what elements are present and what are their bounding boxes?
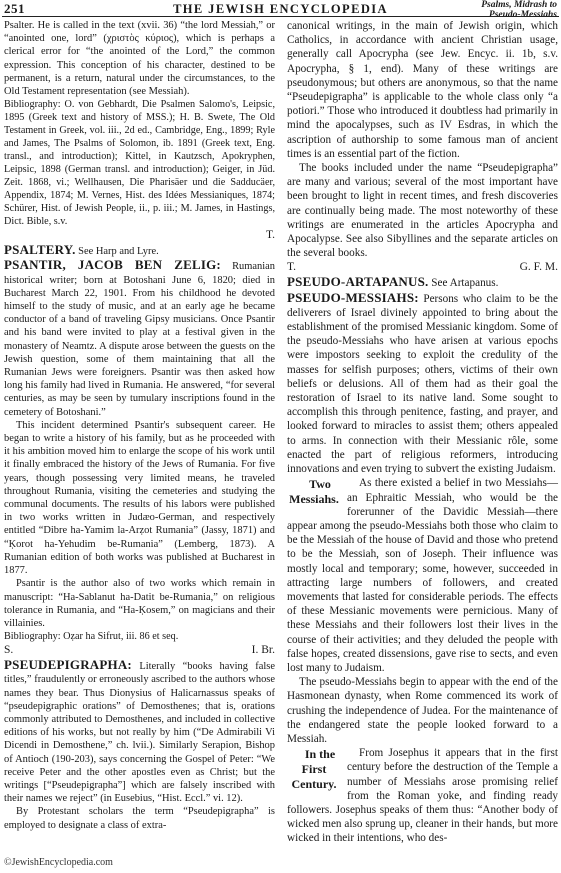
pseudepigrapha-entry [4, 658, 275, 805]
sidenote-two-messiahs: Two Messiahs. [289, 477, 339, 507]
running-head-line-2: Pseudo-Messiahs [488, 10, 557, 20]
page-header [0, 0, 561, 20]
messiahs-entry [287, 291, 558, 477]
psaltery-headword: PSALTERY. [4, 242, 76, 258]
artapanus-entry [287, 275, 558, 290]
pseudepigrapha-text-1: Literally “books having false titles,” fraudulently or erroneously ascribed to the authors whose names they bear. Thus Dionysius of Halicarnassus speaks of “pseudepigraphic orations” of Demosthenes; that is, orations commonly attributed to Demosthenes, and included in collective editions of his works, but not really by him (“De Admirabili Vi Dicendi in Demosthene,” ch. lvii.). Similarly Serapion, Bishop of Antioch (190-203), says concerning the Gospel of Peter: “We receive Peter and the other apostles even as Christ; but the writings [“Pseudepigrapha”] which are falsely inscribed with their names we reject” (in Eusebius, “Hist. Eccl.” vi. 12). [4, 661, 275, 805]
psalms-bibliography: Bibliography: O. von Gebhardt, Die Psalmen Salomo's, Leipsic, 1895 (Greek text and history of MSS.); H. B. Swete, The Old Testament in Greek, vol. iii., 2d ed., Cambridge, Eng., 1899; Ryle and James, The Psalms of Solomon, ib. 1891 (Greek text, Eng. transl., and introduction); Kittel, in Kautzsch, Apokryphen, Leipsic, 1898 (German transl. and introduction); Geiger, in Jüd. Zeit. 1868, vi.; Wellhausen, Die Pharisäer und die Sadducäer, Appendix, 1874; M. Vernes, Hist. des Idées Messianiques, 1874; Schürer, Hist. of Jewish People, ii., p. iii.; M. James, in Hastings, Dict. Bible, s.v. [4, 99, 275, 228]
psantir-entry [4, 258, 275, 418]
messiahs-paragraph-2: Two Messiahs. As there existed a belief in two Messiahs—an Ephraitic Messiah, who would be the forerunner of the Davidic Messiah—there appear among the pseudo-Messiahs both those who claim to be the Messiah of the house of David and those who pretend to be the Messiah, son of Joseph. Their influence was mostly local and temporary; some, however, succeeded in attracting large numbers of followers, and created movements that lasted for considerable periods. The effects of these Messianic movements were pernicious. Many of these Messiahs and their followers lost their lives in the course of their activities; and they deluded the people with false hopes, created dissensions, gave rise to sects, and even lost many to Judaism. [287, 477, 558, 674]
page-number: 251 [4, 1, 25, 16]
messiahs-headword: PSEUDO-MESSIAHS: [287, 289, 419, 305]
pseudepigrapha-signature: T. G. F. M. [287, 261, 558, 274]
psantir-paragraph-2: This incident determined Psantir's subsequent career. He began to write a history of his family, but as he proceeded with it his ambition moved him to enlarge the scope of his work until it finally embraced the history of the Jews of Rumania. For five years, though possessing very limited means, he traveled throughout Rumania, visiting the cemeteries and studying the communal documents. The results of his labors were published in two works written in Judæo-German, and respectively entitled “Dibre ha-Yamim la-Arẓot Rumania” (Jassy, 1871) and “Ḳorot ha-Yehudim be-Rumania” (Lemberg, 1873). A Rumanian edition of both works was published at Bucharest in 1877. [4, 419, 275, 577]
psantir-bibliography: Bibliography: Oẓar ha Sifrut, iii. 86 et seq. [4, 631, 179, 643]
psantir-signature: S. I. Br. [4, 644, 275, 657]
psantir-paragraph-3: Psantir is the author also of two works which remain in manuscript: “Ha-Sablanut ha-Datit be-Rumania,” on religious tolerance in Rumania, and “Ha-Ḳosem,” on magicians and their villainies. [4, 578, 275, 629]
messiahs-paragraph-4: In the First Century. From Josephus it appears that in the first century before the destruction of the Temple a number of Messiahs arose promising relief from the Roman yoke, and finding ready followers. Josephus speaks of them thus: “Another body of wicked men also sprung up, cleaner in their hands, but more wicked in their intentions, who des- [287, 747, 558, 845]
pseudepigrapha-continued: canonical writings, in the main of Jewish origin, which Catholics, in accordance with ancient Christian usage, generally call Apocrypha (see Jew. Encyc. ii. 1b, s.v. Apocrypha, § 1, end). Many of these writings are pseudonymous; but others are anonymous, so that the name “Pseudepigrapha” is applicable to the whole class only “a potiori.” Those who introduced it doubtless had primarily in mind the apocalypses, such as IV Esdras, in which the ascription of authorship to some famous man of ancient times is an essential part of the fiction. [287, 20, 558, 160]
messiahs-paragraph-3: The pseudo-Messiahs begin to appear with the end of the Hasmonean dynasty, when Rome commenced its work of crushing the independence of Judea. For the maintenance of the endangered state the people looked forward to a Messiah. [287, 676, 558, 745]
psantir-headword: PSANTIR, JACOB BEN ZELIG: [4, 257, 221, 273]
pseudepigrapha-paragraph-2: By Protestant scholars the term “Pseudepigrapha” is employed to designate a class of extra- [4, 806, 275, 831]
pseudepigrapha-paragraph-3: The books included under the name “Pseudepigrapha” are many and various; several of the most important have been brought to light in recent times, and fresh discoveries are continually being made. The most noteworthy of these writings are enumerated in the articles Apocrypha and Apocalypse. See also Sibyllines and the separate articles on the several books. [287, 162, 558, 260]
psaltery-text: See Harp and Lyre. [78, 246, 159, 258]
artapanus-text: See Artapanus. [431, 277, 499, 290]
running-head-line-1: Psalms, Midrash to [481, 0, 557, 10]
copyright-footer: ©JewishEncyclopedia.com [4, 857, 113, 868]
sidenote-first-century: In the First Century. [291, 747, 337, 792]
right-column [287, 19, 558, 846]
psantir-text-1: Rumanian historical writer; born at Botoshani June 6, 1820; died in Bucharest March 22, 1901. From his childhood he devoted himself to the study of music, and at an early age he became conductor of a band of traveling Gipsy musicians. Once Psantir and his band were invited to play at a festival given in the monastery of Neamtz. A dispute arose between the guests on the Jewish question, some of them maintaining that all the Rumanian Jews were foreigners. Psantir was then asked how long his family had lived in Rumania. He answered, “for several centuries, as may be seen by tumulary inscriptions found in the cemetery of Botoshani.” [4, 261, 275, 418]
artapanus-headword: PSEUDO-ARTAPANUS. [287, 274, 429, 290]
pseudepigrapha-headword: PSEUDEPIGRAPHA: [4, 657, 132, 673]
header-rule [2, 16, 559, 17]
psaltery-entry [4, 243, 275, 258]
left-column [4, 19, 275, 832]
psalms-signature: T. [265, 229, 275, 242]
running-head [481, 0, 557, 20]
psalms-paragraph: Psalter. He is called in the text (xvii. 36) “the lord Messiah,” or “anointed one, lord” (χριστὸς κύριος), which is perhaps a clerical error for “the anointed of the Lord,” the common expression. This conception of his character, destined to be permanent, is a return, natural under the circumstances, to the Old Testament representation (see Messiah). [4, 20, 275, 98]
messiahs-text-1: Persons who claim to be the deliverers of Israel divinely appointed to bring about the establishment of the promised Messianic kingdom. Some of the pseudo-Messiahs who have arisen at various epochs were impostors seeking to exploit the credulity of the masses for selfish purposes; others, victims of their own beliefs or delusions. All of them had as their goal the restoration of Israel to its native land. Some sought to accomplish this through penitence, fasting, and prayer, and looked forward to miracles to assist them; others appealed to arms. In connection with their Messianic rôle, some enacted the part of religious reformers, introducing innovations and even trying to subvert the existing Judaism. [287, 292, 558, 476]
page-title: THE JEWISH ENCYCLOPEDIA [173, 2, 388, 16]
